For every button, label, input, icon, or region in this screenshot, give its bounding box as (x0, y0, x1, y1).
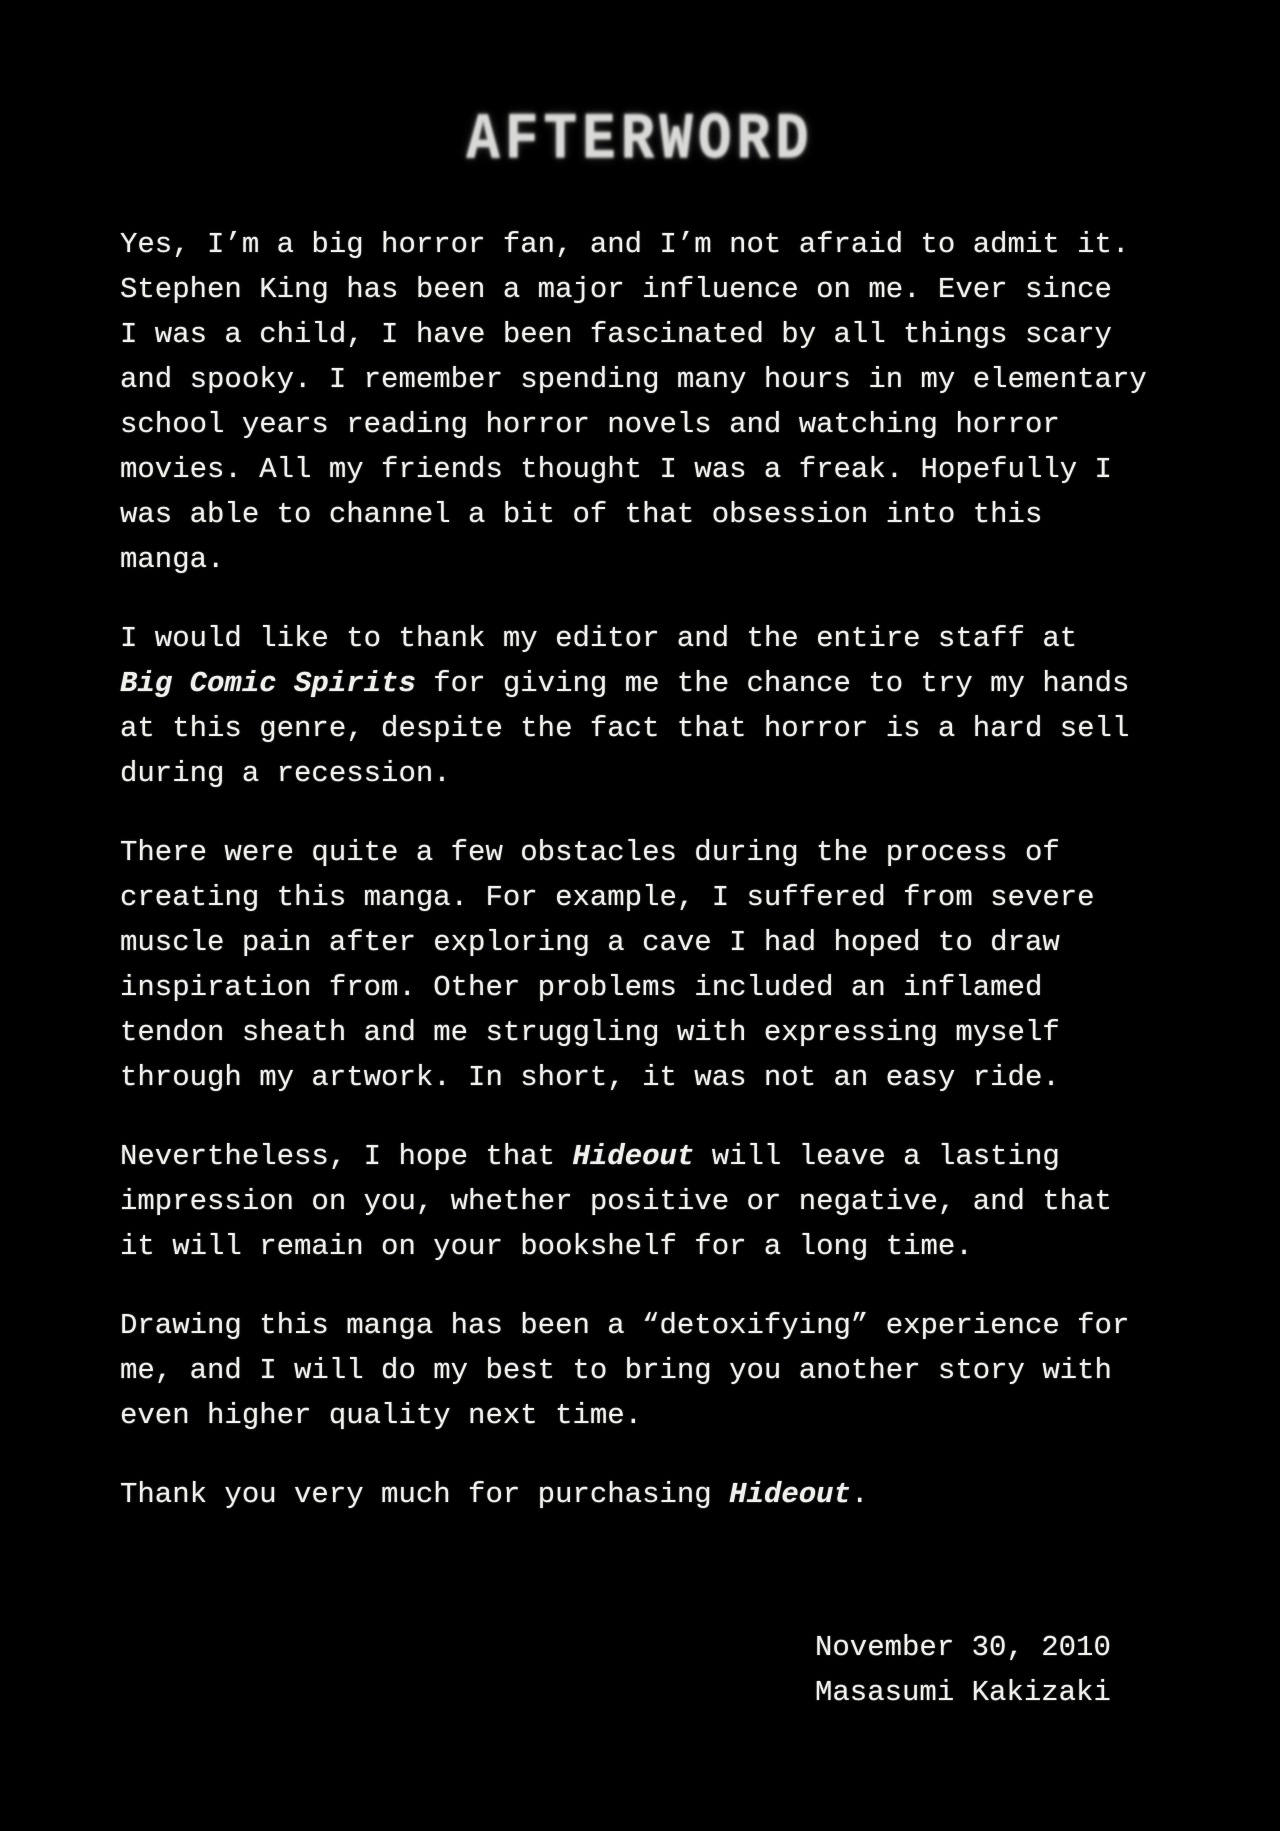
text-line (120, 616, 1190, 661)
text-run: through my artwork. In short, it was not an easy ride. (120, 1061, 1060, 1094)
text-run: school years reading horror novels and watching horror (120, 408, 1060, 441)
signature-name: Masasumi Kakizaki (815, 1676, 1111, 1709)
text-line (120, 706, 1190, 751)
text-run: me, and I will do my best to bring you another story with (120, 1354, 1112, 1387)
paragraph (120, 1303, 1190, 1438)
text-run: during a recession. (120, 757, 451, 790)
text-line (120, 402, 1190, 447)
text-run: will leave a lasting (694, 1140, 1060, 1173)
text-run: . (850, 1478, 869, 1511)
text-line (120, 222, 1190, 267)
paragraph (120, 616, 1190, 796)
paragraph (120, 1472, 1190, 1517)
text-line (120, 447, 1190, 492)
text-line (120, 751, 1190, 796)
text-run: Nevertheless, I hope that (120, 1140, 573, 1173)
text-run: impression on you, whether positive or negative, and that (120, 1185, 1112, 1218)
text-run: was able to channel a bit of that obsession into this (120, 498, 1043, 531)
text-run: There were quite a few obstacles during the process of (120, 836, 1060, 869)
text-line (120, 1010, 1190, 1055)
text-run: and spooky. I remember spending many hours in my elementary (120, 363, 1147, 396)
paragraph (120, 830, 1190, 1100)
text-line (120, 357, 1190, 402)
text-line (120, 1055, 1190, 1100)
text-run: I would like to thank my editor and the entire staff at (120, 622, 1078, 655)
signature-block (815, 1625, 1111, 1715)
signature-date: November 30, 2010 (815, 1631, 1111, 1664)
text-line (120, 492, 1190, 537)
text-run: Stephen King has been a major influence on me. Ever since (120, 273, 1112, 306)
text-line (120, 661, 1190, 706)
text-line (120, 1179, 1190, 1224)
text-run: movies. All my friends thought I was a freak. Hopefully I (120, 453, 1112, 486)
text-run: manga. (120, 543, 225, 576)
text-run: tendon sheath and me struggling with expressing myself (120, 1016, 1060, 1049)
text-line (120, 1303, 1190, 1348)
text-line (120, 1472, 1190, 1517)
text-run: muscle pain after exploring a cave I had hoped to draw (120, 926, 1060, 959)
text-run: at this genre, despite the fact that horror is a hard sell (120, 712, 1130, 745)
text-run: inspiration from. Other problems included an inflamed (120, 971, 1043, 1004)
text-run: even higher quality next time. (120, 1399, 643, 1432)
page-title: AFTERWORD (466, 102, 814, 178)
afterword-text (120, 222, 1190, 1551)
paragraph (120, 222, 1190, 582)
text-run: I was a child, I have been fascinated by all things scary (120, 318, 1112, 351)
text-run: Yes, I’m a big horror fan, and I’m not afraid to admit it. (120, 228, 1130, 261)
text-run: Drawing this manga has been a “detoxifying” experience for (120, 1309, 1130, 1342)
text-line (120, 830, 1190, 875)
text-line (120, 965, 1190, 1010)
text-run: for giving me the chance to try my hands (415, 667, 1130, 700)
text-line (120, 537, 1190, 582)
text-run: it will remain on your bookshelf for a long time. (120, 1230, 973, 1263)
text-line (120, 875, 1190, 920)
text-run: Thank you very much for purchasing (120, 1478, 730, 1511)
paragraph (120, 1134, 1190, 1269)
text-line (120, 1134, 1190, 1179)
work-title: Hideout (572, 1140, 695, 1173)
text-line (120, 267, 1190, 312)
text-run: creating this manga. For example, I suffered from severe (120, 881, 1095, 914)
text-line (120, 1224, 1190, 1269)
text-line (120, 312, 1190, 357)
text-line (120, 1348, 1190, 1393)
text-line (120, 920, 1190, 965)
work-title: Hideout (729, 1478, 851, 1511)
text-line (120, 1393, 1190, 1438)
work-title: Big Comic Spirits (120, 667, 416, 700)
